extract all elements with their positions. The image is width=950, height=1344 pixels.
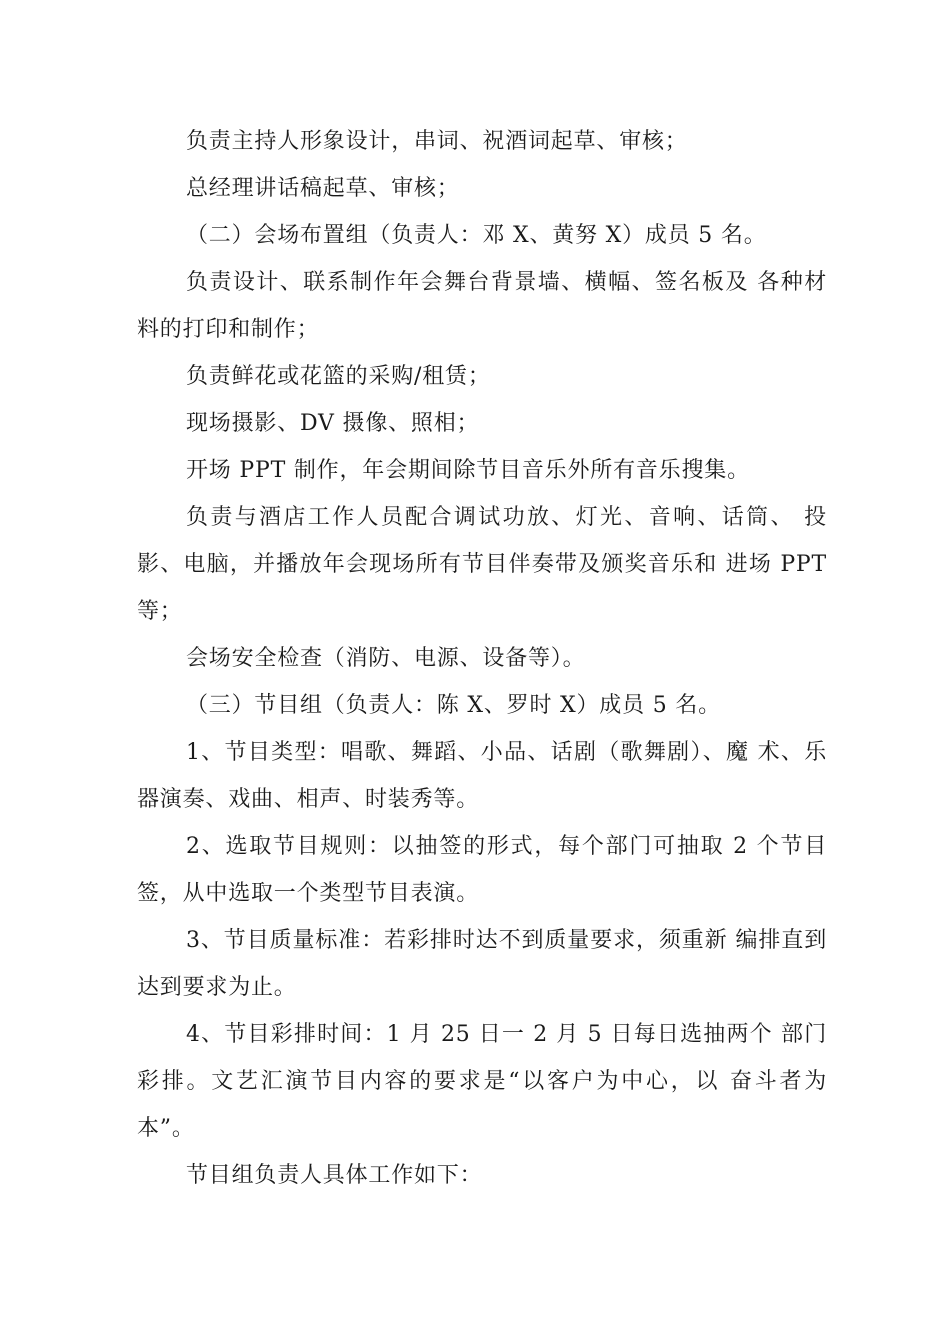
- paragraph-quality-standard: 3、节目质量标准：若彩排时达不到质量要求，须重新 编排直到达到要求为止。: [137, 928, 827, 1000]
- paragraph-equipment: 负责与酒店工作人员配合调试功放、灯光、音响、话筒、 投影、电脑，并播放年会现场所有节目伴奏带及颁奖音乐和 进场 PPT 等；: [137, 505, 827, 624]
- paragraph-venue-group-heading: （二）会场布置组（负责人：邓 X、黄努 X）成员 5 名。: [186, 223, 767, 248]
- paragraph-photography: 现场摄影、DV 摄像、照相；: [186, 411, 480, 436]
- paragraph-flowers: 负责鲜花或花篮的采购/租赁；: [186, 364, 491, 389]
- paragraph-selection-rules: 2、选取节目规则：以抽签的形式，每个部门可抽取 2 个节目签，从中选取一个类型节目表演。: [137, 834, 827, 906]
- document-body: [137, 118, 827, 1199]
- paragraph-program-types: 1、节目类型：唱歌、舞蹈、小品、话剧（歌舞剧）、魔 术、乐器演奏、戏曲、相声、时装秀等。: [137, 740, 827, 812]
- paragraph-host-design: 负责主持人形象设计，串词、祝酒词起草、审核；: [186, 129, 688, 154]
- paragraph-safety-check: 会场安全检查（消防、电源、设备等）。: [186, 646, 586, 671]
- paragraph-rehearsal-time: 4、节目彩排时间：1 月 25 日一 2 月 5 日每日选抽两个 部门彩排。文艺汇演节目内容的要求是“以客户为中心，以 奋斗者为本”。: [137, 1022, 827, 1141]
- paragraph-program-group-heading: （三）节目组（负责人：陈 X、罗时 X）成员 5 名。: [186, 693, 721, 718]
- paragraph-ppt-music: 开场 PPT 制作，年会期间除节目音乐外所有音乐搜集。: [186, 458, 750, 483]
- paragraph-stage-design: 负责设计、联系制作年会舞台背景墙、横幅、签名板及 各种材料的打印和制作；: [137, 270, 827, 342]
- paragraph-leader-duties: 节目组负责人具体工作如下：: [186, 1163, 483, 1188]
- paragraph-gm-speech: 总经理讲话稿起草、审核；: [186, 176, 460, 201]
